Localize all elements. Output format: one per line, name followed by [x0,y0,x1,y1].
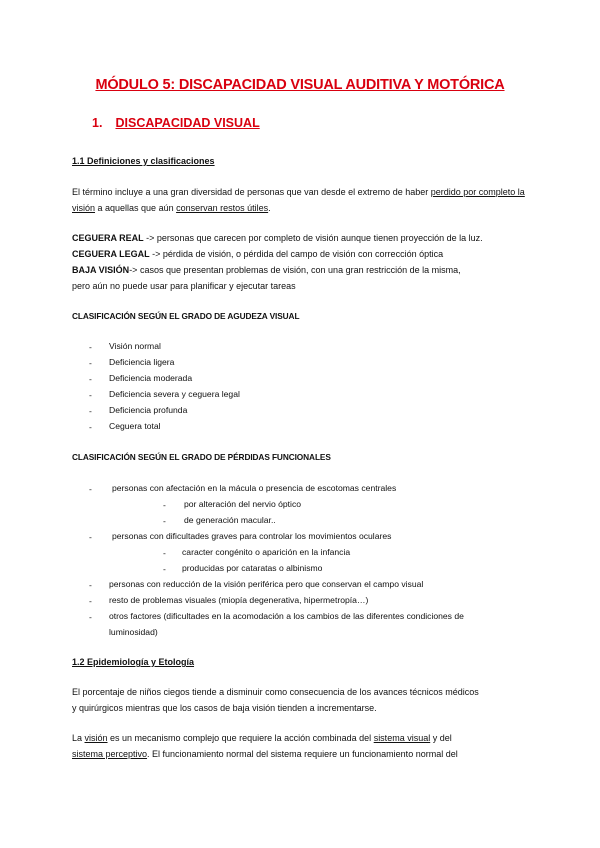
list-item: otros factores (dificultades en la acomodación a los cambios de las diferentes condiciones de [109,611,464,621]
vision-text: . El funcionamiento normal del sistema requiere un funcionamiento normal del [147,749,458,759]
sub-list-item: por alteración del nervio óptico [184,499,302,509]
bullet-dash: - [89,358,92,368]
bullet-dash: - [89,342,92,352]
definition-text: -> personas que carecen por completo de visión aunque tienen proyección de la luz. [143,233,483,243]
sub-list-item: de generación macular.. [184,515,276,525]
paragraph-line: y quirúrgicos mientras que los casos de baja visión tienden a incrementarse. [72,703,377,713]
bullet-dash: - [89,580,92,590]
definition-text: -> pérdida de visión, o pérdida del campo de visión con corrección óptica [149,249,444,259]
list-item: personas con reducción de la visión periférica pero que conservan el campo visual [109,579,424,589]
list-item: personas con dificultades graves para controlar los movimientos oculares [112,531,392,541]
definition-line [72,262,542,278]
definition-term: BAJA VISIÓN [72,265,130,275]
intro-text: El término incluye a una gran diversidad de personas que van desde el extremo de haber [72,187,431,197]
list-item: Deficiencia ligera [109,357,175,367]
list-item: resto de problemas visuales (miopía degenerativa, hipermetropía…) [109,595,369,605]
vision-underline-2: sistema visual [373,733,431,743]
paragraph-line [72,746,532,762]
vision-paragraph [72,730,532,762]
definition-term: CEGUERA LEGAL [72,249,150,259]
intro-paragraph [72,184,532,216]
intro-text: a aquellas que aún [95,203,177,213]
bullet-dash: - [163,564,166,574]
bullet-dash: - [89,374,92,384]
bullet-dash: - [163,548,166,558]
definition-term: CEGUERA REAL [72,233,144,243]
bullet-dash: - [89,596,92,606]
heading-discapacidad-visual [92,116,260,130]
definitions-block [72,230,542,294]
vision-text: es un mecanismo complejo que requiere la acción combinada del [107,733,374,743]
paragraph-line [72,730,532,746]
section-heading-1-2: 1.2 Epidemiología y Etología [72,657,195,667]
bullet-dash: - [89,532,92,542]
list-item: Deficiencia profunda [109,405,188,415]
sub-list-item: producidas por cataratas o albinismo [182,563,323,573]
bullet-dash: - [89,390,92,400]
vision-text: y del [430,733,452,743]
heading-number: 1. [92,116,103,130]
vision-underline-3: sistema perceptivo [72,749,148,759]
intro-underline-2: conservan restos útiles [176,203,269,213]
bullet-dash: - [163,500,166,510]
bullet-dash: - [89,484,92,494]
list-item: Visión normal [109,341,161,351]
definition-text: -> casos que presentan problemas de visión, con una gran restricción de la misma, [129,265,461,275]
heading-text: DISCAPACIDAD VISUAL [115,116,260,130]
bullet-dash: - [89,422,92,432]
list-item: personas con afectación en la mácula o presencia de escotomas centrales [112,483,397,493]
clasificacion-perdidas-heading: CLASIFICACIÓN SEGÚN EL GRADO DE PÉRDIDAS FUNCIONALES [72,452,331,462]
definition-line [72,246,542,262]
sub-list-item: caracter congénito o aparición en la infancia [182,547,351,557]
list-item: Ceguera total [109,421,161,431]
intro-text: . [268,203,271,213]
page-title: MÓDULO 5: DISCAPACIDAD VISUAL AUDITIVA Y MOTÓRICA [95,77,505,93]
list-item: Deficiencia severa y ceguera legal [109,389,240,399]
paragraph-line: El porcentaje de niños ciegos tiende a disminuir como consecuencia de los avances técnicos médicos [72,687,479,697]
definition-line [72,230,542,246]
intro-underline-1: perdido por completo la visión [72,187,525,213]
vision-underline-1: visión [84,733,108,743]
bullet-dash: - [163,516,166,526]
definition-continuation: pero aún no puede usar para planificar y ejecutar tareas [72,281,296,291]
list-item-continuation: luminosidad) [109,627,158,637]
vision-text: La [72,733,85,743]
section-heading-1-1: 1.1 Definiciones y clasificaciones [72,156,215,166]
bullet-dash: - [89,406,92,416]
clasificacion-agudeza-heading: CLASIFICACIÓN SEGÚN EL GRADO DE AGUDEZA VISUAL [72,311,300,321]
bullet-dash: - [89,612,92,622]
list-item: Deficiencia moderada [109,373,193,383]
epidemiologia-paragraph [72,684,532,716]
